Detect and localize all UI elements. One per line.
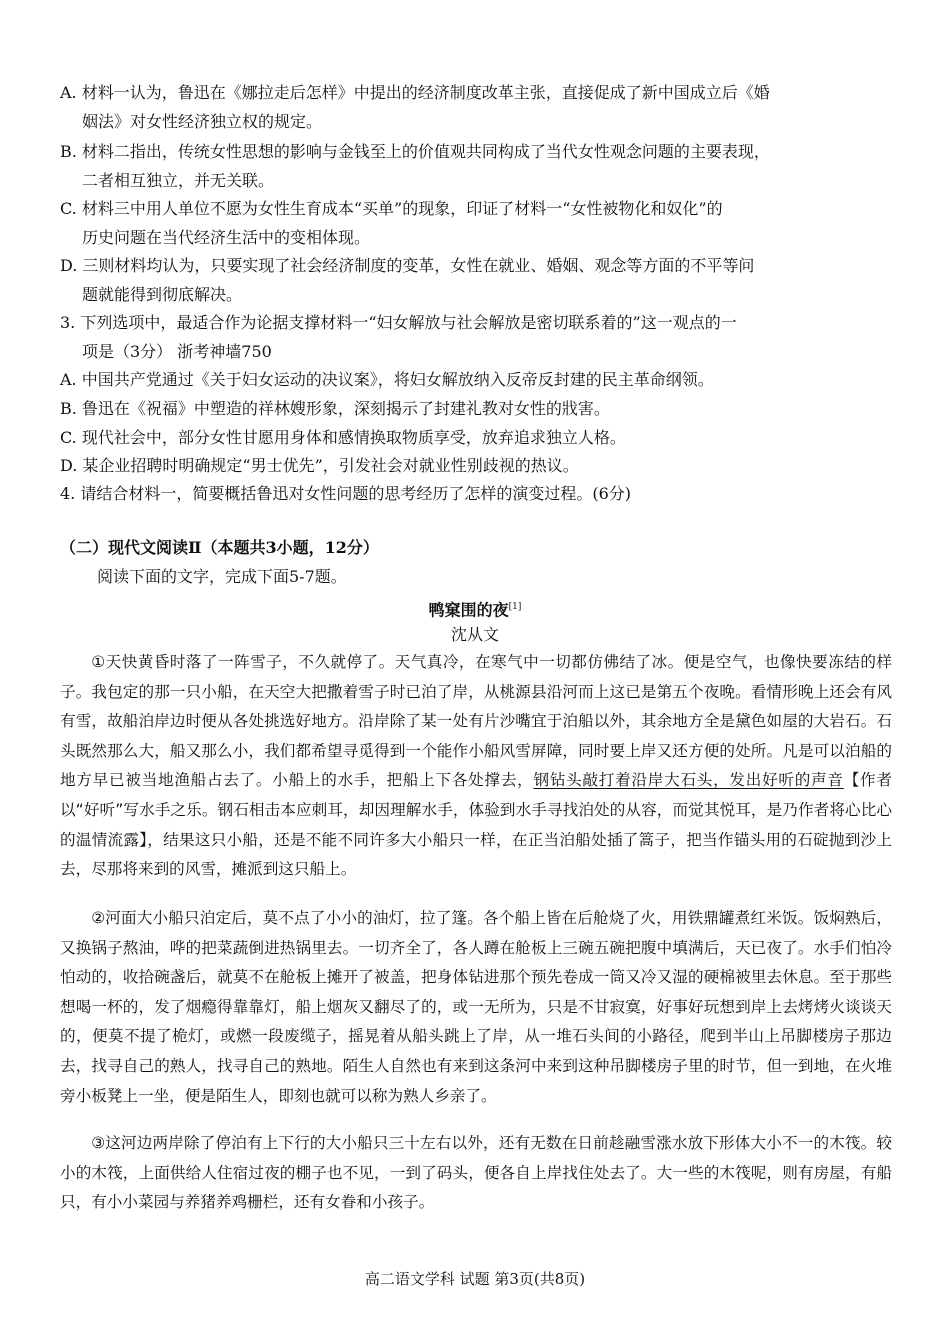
q2-option-c <box>60 194 892 252</box>
q3-option-a: A. 中国共产党通过《关于妇女运动的决议案》，将妇女解放纳入反帝反封建的民主革命纲领。 <box>60 370 714 389</box>
article-title <box>0 594 950 623</box>
q2-option-c-line2: 历史问题在当代经济生活中的变相体现。 <box>82 228 371 247</box>
q2-option-a-line1: A. 材料一认为，鲁迅在《娜拉走后怎样》中提出的经济制度改革主张，直接促成了新中国成立后《婚 <box>60 83 770 102</box>
article-paragraph-1 <box>60 648 892 885</box>
q2-option-d-line2: 题就能得到彻底解决。 <box>82 285 243 304</box>
q4-stem: 4. 请结合材料一，简要概括鲁迅对女性问题的思考经历了怎样的演变过程。(6分) <box>60 484 632 503</box>
q2-option-b-line2: 二者相互独立，并无关联。 <box>82 171 275 190</box>
paragraph-1-text-a: ①天快黄昏时落了一阵雪子，不久就停了。天气真冷，在寒气中一切都仿佛结了冰。便是空气，也像快要冻结的样子。我包定的那一只小船，在天空大把撒着雪子时已泊了岸，从桃源县沿河而上这已是第五个夜晚。看情形晚上还会有风有雪，故船泊岸边时便从各处挑选好地方。沿岸除了某一处有片沙嘴宜于泊船以外，其余地方全是黛色如屋的大岩石。石头既然那么大，船又那么小，我们都希望寻觅得到一个能作小船风雪屏障，同时要上岸又还方便的处所。凡是可以泊船的地方早已被当地渔船占去了。小船上的水手，把船上下各处撑去， <box>60 653 892 790</box>
q3-stem <box>60 308 892 366</box>
q3-stem-line2: 项是（3分） 浙考神墙750 <box>82 342 272 361</box>
article-paragraph-3: ③这河边两岸除了停泊有上下行的大小船只三十左右以外，还有无数在日前趁融雪涨水放下形体大小不一的木筏。较小的木筏，上面供给人住宿过夜的棚子也不见，一到了码头，便各自上岸找住处去了。大一些的木筏呢，则有房屋，有船只，有小小菜园与养猪养鸡栅栏，还有女眷和小孩子。 <box>60 1134 892 1212</box>
q2-option-b-line1: B. 材料二指出，传统女性思想的影响与金钱至上的价值观共同构成了当代女性观念问题的主要表现， <box>60 142 770 161</box>
section-instruction: 阅读下面的文字，完成下面5-7题。 <box>97 567 347 586</box>
article-title-text: 鸭窠围的夜 <box>428 600 509 620</box>
article-author: 沈从文 <box>450 625 499 644</box>
q2-option-d-line1: D. 三则材料均认为，只要实现了社会经济制度的变革，女性在就业、婚姻、观念等方面的不平等问 <box>60 256 755 275</box>
article-title-note: [1] <box>508 602 522 612</box>
q2-option-b <box>60 137 892 195</box>
q2-option-c-line1: C. 材料三中用人单位不愿为女性生育成本“买单”的现象，印证了材料一“女性被物化和奴化”的 <box>60 199 723 218</box>
paragraph-1-underlined-text: 钢钻头敲打着沿岸大石头，发出好听的声音 <box>533 771 844 790</box>
article-paragraph-2: ②河面大小船只泊定后，莫不点了小小的油灯，拉了篷。各个船上皆在后舱烧了火，用铁鼎罐煮红米饭。饭焖熟后，又换锅子熬油，哗的把菜蔬倒进热锅里去。一切齐全了，各人蹲在舱板上三碗五碗把腹中填满后，天已夜了。水手们怕冷怕动的，收拾碗盏后，就莫不在舱板上摊开了被盖，把身体钻进那个预先卷成一筒又冷又湿的硬棉被里去休息。至于那些想喝一杯的，发了烟瘾得靠靠灯，船上烟灰又翻尽了的，或一无所为，只是不甘寂寞，好事好玩想到岸上去烤烤火谈谈天的，便莫不提了桅灯，或燃一段废缆子，摇晃着从船头跳上了岸，从一堆石头间的小路径，爬到半山上吊脚楼房子那边去，找寻自己的熟人，找寻自己的熟地。陌生人自然也有来到这条河中来到这种吊脚楼房子里的时节，但一到地，在火堆旁小板凳上一坐，便是陌生人，即刻也就可以称为熟人乡亲了。 <box>60 909 892 1105</box>
page-footer: 高二语文学科 试题 第3页(共8页) <box>364 1270 586 1288</box>
section-heading: （二）现代文阅读Ⅱ（本题共3小题，12分） <box>60 538 379 557</box>
q3-option-c: C. 现代社会中，部分女性甘愿用身体和感情换取物质享受，放弃追求独立人格。 <box>60 428 626 447</box>
q2-option-d <box>60 251 892 309</box>
q3-option-b: B. 鲁迅在《祝福》中塑造的祥林嫂形象，深刻揭示了封建礼教对女性的戕害。 <box>60 399 610 418</box>
q3-stem-line1: 3. 下列选项中，最适合作为论据支撑材料一“妇女解放与社会解放是密切联系着的”这一观点的一 <box>60 313 737 332</box>
q3-option-d: D. 某企业招聘时明确规定“男士优先”，引发社会对就业性别歧视的热议。 <box>60 456 579 475</box>
q2-option-a <box>60 78 892 136</box>
q2-option-a-line2: 姻法》对女性经济独立权的规定。 <box>82 112 323 131</box>
paragraph-1-text-b: 【作者以“好听”写水手之乐。钢石相击本应刺耳，却因理解水手，体验到水手寻找泊处的从容，而觉其悦耳，是乃作者将心比心的温情流露】，结果这只小船，还是不能不同许多大小船只一样，在正当泊船处插了篙子，把当作锚头用的石碇抛到沙上去，尽那将来到的风雪，摊派到这只船上。 <box>60 771 892 879</box>
